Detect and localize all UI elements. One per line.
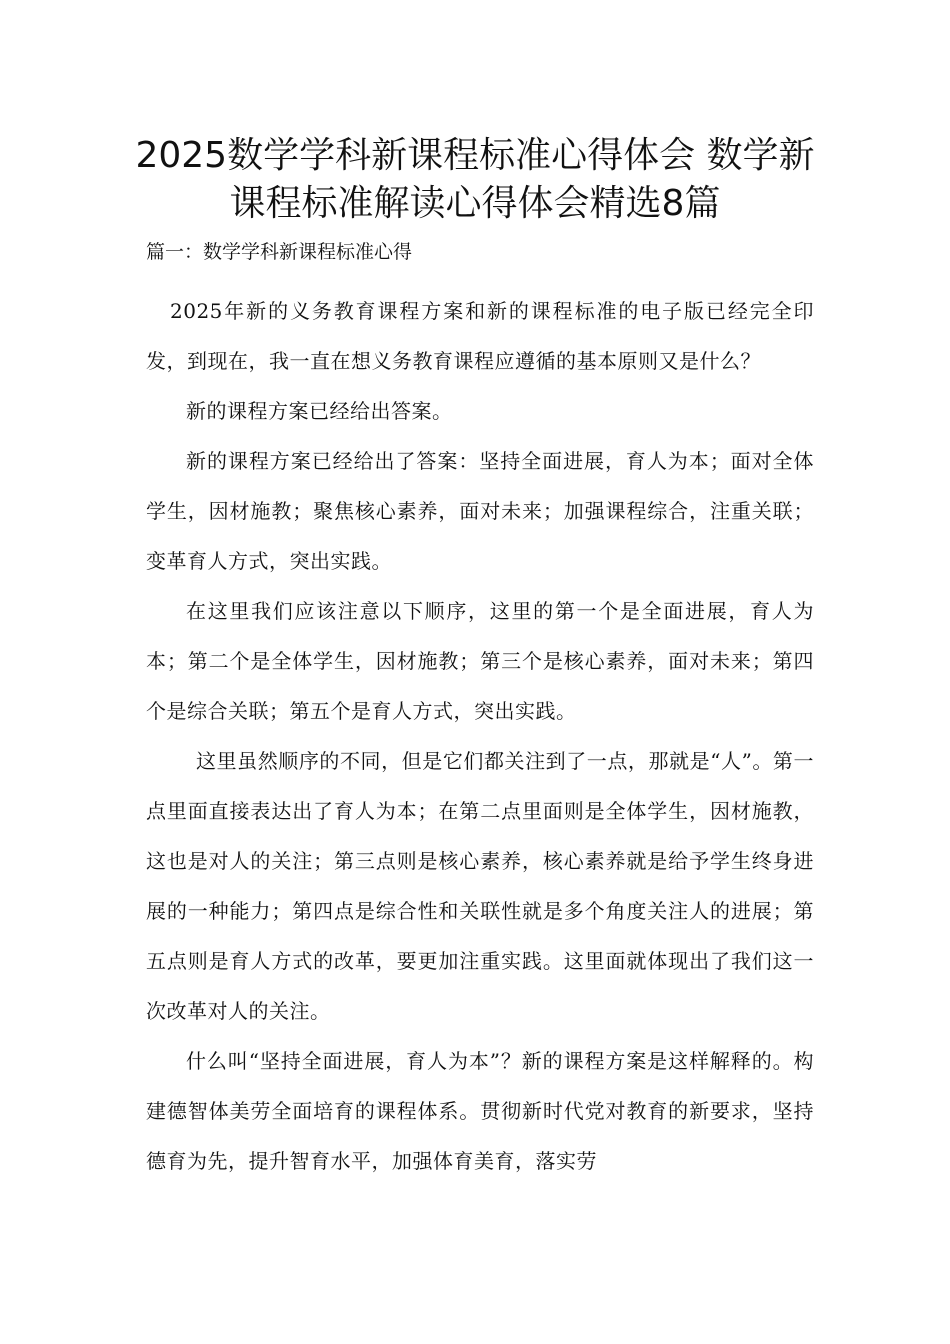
- section-heading: 篇一：数学学科新课程标准心得: [146, 241, 413, 263]
- document-body: [146, 286, 814, 1186]
- paragraph-6: 什么叫“坚持全面进展，育人为本”？新的课程方案是这样解释的。构建德智体美劳全面培育的课程体系。贯彻新时代党对教育的新要求，坚持德育为先，提升智育水平，加强体育美育，落实劳: [146, 1049, 814, 1173]
- paragraph-2: 新的课程方案已经给出答案。: [186, 399, 453, 423]
- paragraph-3: 新的课程方案已经给出了答案：坚持全面进展，育人为本；面对全体学生，因材施教；聚焦核心素养，面对未来；加强课程综合，注重关联；变革育人方式，突出实践。: [146, 449, 814, 573]
- paragraph-5: 这里虽然顺序的不同，但是它们都关注到了一点，那就是“人”。第一点里面直接表达出了育人为本；在第二点里面则是全体学生，因材施教，这也是对人的关注；第三点则是核心素养，核心素养就是给予学生终身进展的一种能力；第四点是综合性和关联性就是多个角度关注人的进展；第五点则是育人方式的改革，要更加注重实践。这里面就体现出了我们这一次改革对人的关注。: [146, 749, 814, 1023]
- paragraph-1: 2025年新的义务教育课程方案和新的课程标准的电子版已经完全印发，到现在，我一直在想义务教育课程应遵循的基本原则又是什么？: [146, 299, 814, 373]
- paragraph-4: 在这里我们应该注意以下顺序，这里的第一个是全面进展，育人为本；第二个是全体学生，因材施教；第三个是核心素养，面对未来；第四个是综合关联；第五个是育人方式，突出实践。: [146, 599, 814, 723]
- document-title: 2025数学学科新课程标准心得体会 数学新课程标准解读心得体会精选8篇: [135, 135, 815, 224]
